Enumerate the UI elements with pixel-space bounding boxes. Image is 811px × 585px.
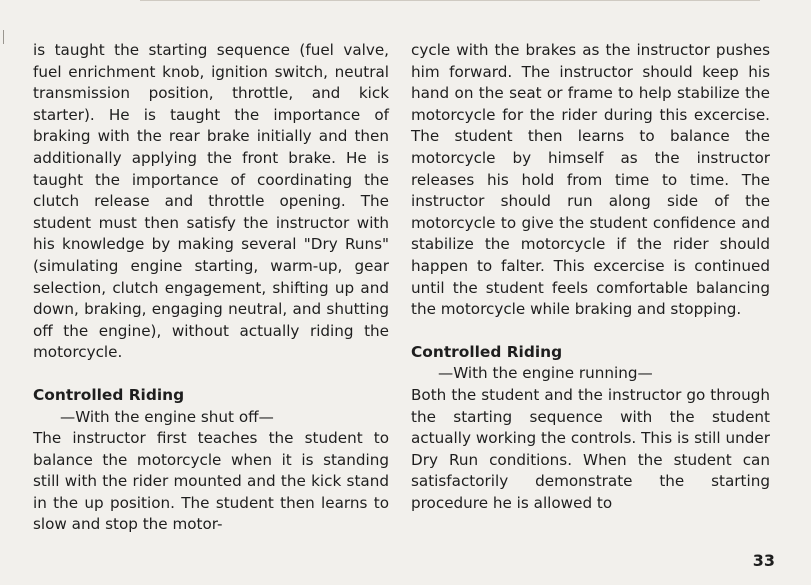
right-paragraph-2: Both the student and the instructor go through the starting sequence with the student actually working the controls. This is still under Dry Run conditions. When the student can satisfactorily demonstrate the starting procedure he is allowed to [411,385,770,512]
page-top-edge [140,0,760,1]
page-number: 33 [752,551,775,570]
margin-mark [3,30,4,44]
right-section-heading: Controlled Riding [411,342,563,361]
right-paragraph-1: cycle with the brakes as the instructor pushes him forward. The instructor should keep his hand on the seat or frame to help stabilize the motorcycle for the rider during this excercise. The student then learns to balance the motorcycle by himself as the instructor releases his hold from time to time. The instructor should run along side of the motorcycle to give the student confidence and stabilize the motorcycle if the rider should happen to falter. This excercise is continued until the student feels comfortable balancing the motorcycle while braking and stopping. [411,41,770,319]
right-column [411,40,770,514]
left-section-subheading: —With the engine shut off— [60,407,274,426]
left-column [33,40,389,536]
left-paragraph-2: The instructor first teaches the student to balance the motorcycle when it is standing still with the rider mounted and the kick stand in the up position. The student then learns to slow and stop the motor- [33,429,389,534]
right-section-subheading: —With the engine running— [438,364,653,383]
left-paragraph-1: is taught the starting sequence (fuel valve, fuel enrichment knob, ignition switch, neutral transmission position, throttle, and kick starter). He is taught the importance of braking with the rear brake initially and then additionally applying the front brake. He is taught the importance of coordinating the clutch release and throttle opening. The student must then satisfy the instructor with his knowledge by making several "Dry Runs" (simulating engine starting, warm-up, gear selection, clutch engagement, shifting up and down, braking, engaging neutral, and shutting off the engine), without actually riding the motorcycle. [33,41,389,362]
left-section-heading: Controlled Riding [33,385,185,404]
